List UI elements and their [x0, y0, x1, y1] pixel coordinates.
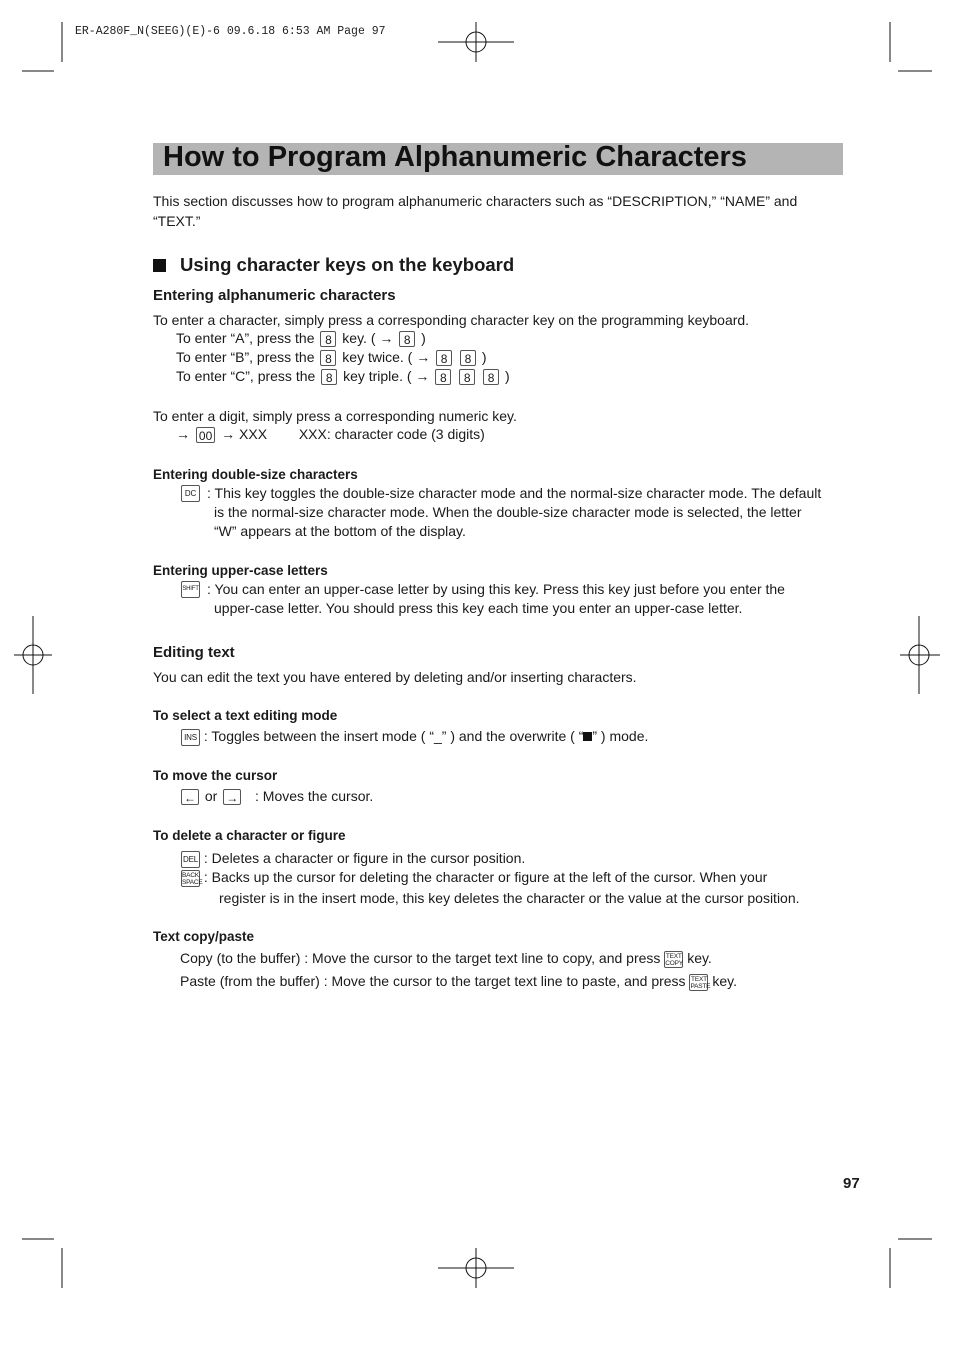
select-mode-heading: To select a text editing mode: [153, 708, 338, 723]
paste-key-line-2: PASTE: [690, 982, 711, 990]
paste-text: Paste (from the buffer) : Move the cursor to the target text line to paste, and press: [180, 973, 686, 989]
top-right-crop-mark: [890, 22, 932, 71]
ins-text-pre: : Toggles between the insert mode ( “_” ) and the overwrite ( “: [203, 728, 584, 744]
backspace-text-1: : Backs up the cursor for deleting the character or figure at the left of the cursor. When your: [203, 869, 768, 885]
upper-case-heading: Entering upper-case letters: [153, 563, 328, 578]
copy-text: Copy (to the buffer) : Move the cursor to the target text line to copy, and press: [180, 950, 661, 966]
example-a: [176, 330, 426, 347]
key-8: 8: [320, 350, 336, 366]
paste-row: [180, 973, 737, 991]
key-8: 8: [435, 369, 451, 385]
arrow-icon: →: [221, 426, 236, 442]
copy-key-line-2: COPY: [665, 959, 683, 967]
bottom-right-crop-mark: [890, 1239, 932, 1288]
digit-line: To enter a digit, simply press a corresponding numeric key.: [153, 408, 517, 424]
ins-key-label: INS: [181, 729, 200, 746]
right-registration-mark: [900, 616, 940, 694]
key-8: 8: [460, 350, 476, 366]
close-paren: ): [504, 368, 510, 384]
example-c-text-2: key triple. ( →: [343, 368, 430, 384]
backspace-key-icon: [181, 870, 203, 887]
move-cursor-row: [181, 788, 373, 805]
key-8: 8: [483, 369, 499, 385]
arrow-icon: →: [176, 426, 190, 442]
close-paren: ): [421, 330, 426, 346]
text-paste-key-icon: [689, 974, 711, 991]
top-registration-mark: [438, 22, 514, 62]
double-size-line-1: : This key toggles the double-size character mode and the normal-size character mode. The default: [207, 485, 822, 501]
backspace-text-2: register is in the insert mode, this key deletes the character or the value at the cursor position.: [219, 890, 800, 906]
example-b-text: To enter “B”, press the: [176, 349, 315, 365]
example-b-text-2: key twice. ( →: [342, 349, 431, 365]
example-a-text-2: key. ( →: [342, 330, 394, 346]
shift-key-icon: [181, 580, 200, 598]
double-size-line-3: “W” appears at the bottom of the display.: [214, 523, 466, 539]
dc-key-icon: [181, 484, 200, 502]
dc-key-label: DC: [181, 485, 200, 502]
ins-row: [181, 728, 648, 746]
move-cursor-text: : Moves the cursor.: [255, 788, 374, 804]
double-size-line-2: is the normal-size character mode. When the double-size character mode is selected, the letter: [214, 504, 802, 520]
upper-case-line-1: : You can enter an upper-case letter by using this key. Press this key just before you enter the: [207, 581, 785, 597]
copy-paste-heading: Text copy/paste: [153, 929, 255, 944]
del-key-label: DEL: [181, 851, 200, 868]
close-paren: ): [481, 349, 487, 365]
editing-heading: Editing text: [153, 644, 235, 661]
shift-key-label: SHIFT: [181, 581, 200, 598]
copy-row: [180, 950, 712, 968]
backspace-key-line-2: SPACE: [182, 878, 203, 886]
example-c: [176, 368, 510, 385]
key-8: 8: [459, 369, 475, 385]
text-copy-key-icon: [664, 951, 683, 968]
right-arrow-key-icon: →: [223, 789, 241, 805]
page-number: 97: [843, 1175, 860, 1192]
digit-example: [176, 426, 485, 443]
xxx-code: XXX: [239, 426, 268, 442]
key-8: 8: [320, 331, 336, 347]
entering-line: To enter a character, simply press a corresponding character key on the programming keyboard.: [153, 312, 750, 328]
key-8: 8: [321, 369, 337, 385]
move-cursor-heading: To move the cursor: [153, 768, 278, 783]
square-bullet-icon: [153, 259, 166, 272]
entering-heading: Entering alphanumeric characters: [153, 287, 396, 304]
example-a-text: To enter “A”, press the: [176, 330, 315, 346]
key-8: 8: [399, 331, 415, 347]
del-row: [181, 850, 525, 868]
del-text: : Deletes a character or figure in the cursor position.: [203, 850, 526, 866]
intro-line-1: This section discusses how to program alphanumeric characters such as “DESCRIPTION,” “NAME” and: [153, 193, 798, 209]
left-arrow-key-icon: ←: [181, 789, 199, 805]
bottom-registration-mark: [438, 1248, 514, 1288]
paste-key-line-1: TEXT: [691, 975, 707, 983]
bottom-left-crop-mark: [22, 1239, 62, 1288]
key-word: key.: [687, 950, 712, 966]
ins-text-post: ” ) mode.: [592, 728, 649, 744]
copy-key-line-1: TEXT: [665, 952, 682, 960]
example-c-text: To enter “C”, press the: [176, 368, 316, 384]
left-registration-mark: [14, 616, 52, 694]
or-text: or: [204, 788, 218, 804]
backspace-key-line-1: BACK: [182, 871, 199, 879]
print-header: ER-A280F_N(SEEG)(E)-6 09.6.18 6:53 AM Page 97: [75, 25, 386, 38]
top-left-crop-mark: [22, 22, 62, 71]
backspace-row: [181, 869, 767, 887]
page-title: How to Program Alphanumeric Characters: [163, 141, 747, 173]
key-8: 8: [436, 350, 452, 366]
key-word: key.: [712, 973, 737, 989]
example-b: [176, 349, 487, 366]
upper-case-line-2: upper-case letter. You should press this key each time you enter an upper-case letter.: [214, 600, 743, 616]
double-size-heading: Entering double-size characters: [153, 467, 358, 482]
section-heading: [153, 254, 514, 276]
key-00: 00: [196, 427, 215, 443]
delete-heading: To delete a character or figure: [153, 828, 346, 843]
xxx-description: XXX: character code (3 digits): [298, 426, 485, 442]
editing-line: You can edit the text you have entered by deleting and/or inserting characters.: [153, 669, 637, 685]
intro-line-2: “TEXT.”: [153, 213, 201, 229]
section-heading-text: Using character keys on the keyboard: [180, 254, 515, 275]
